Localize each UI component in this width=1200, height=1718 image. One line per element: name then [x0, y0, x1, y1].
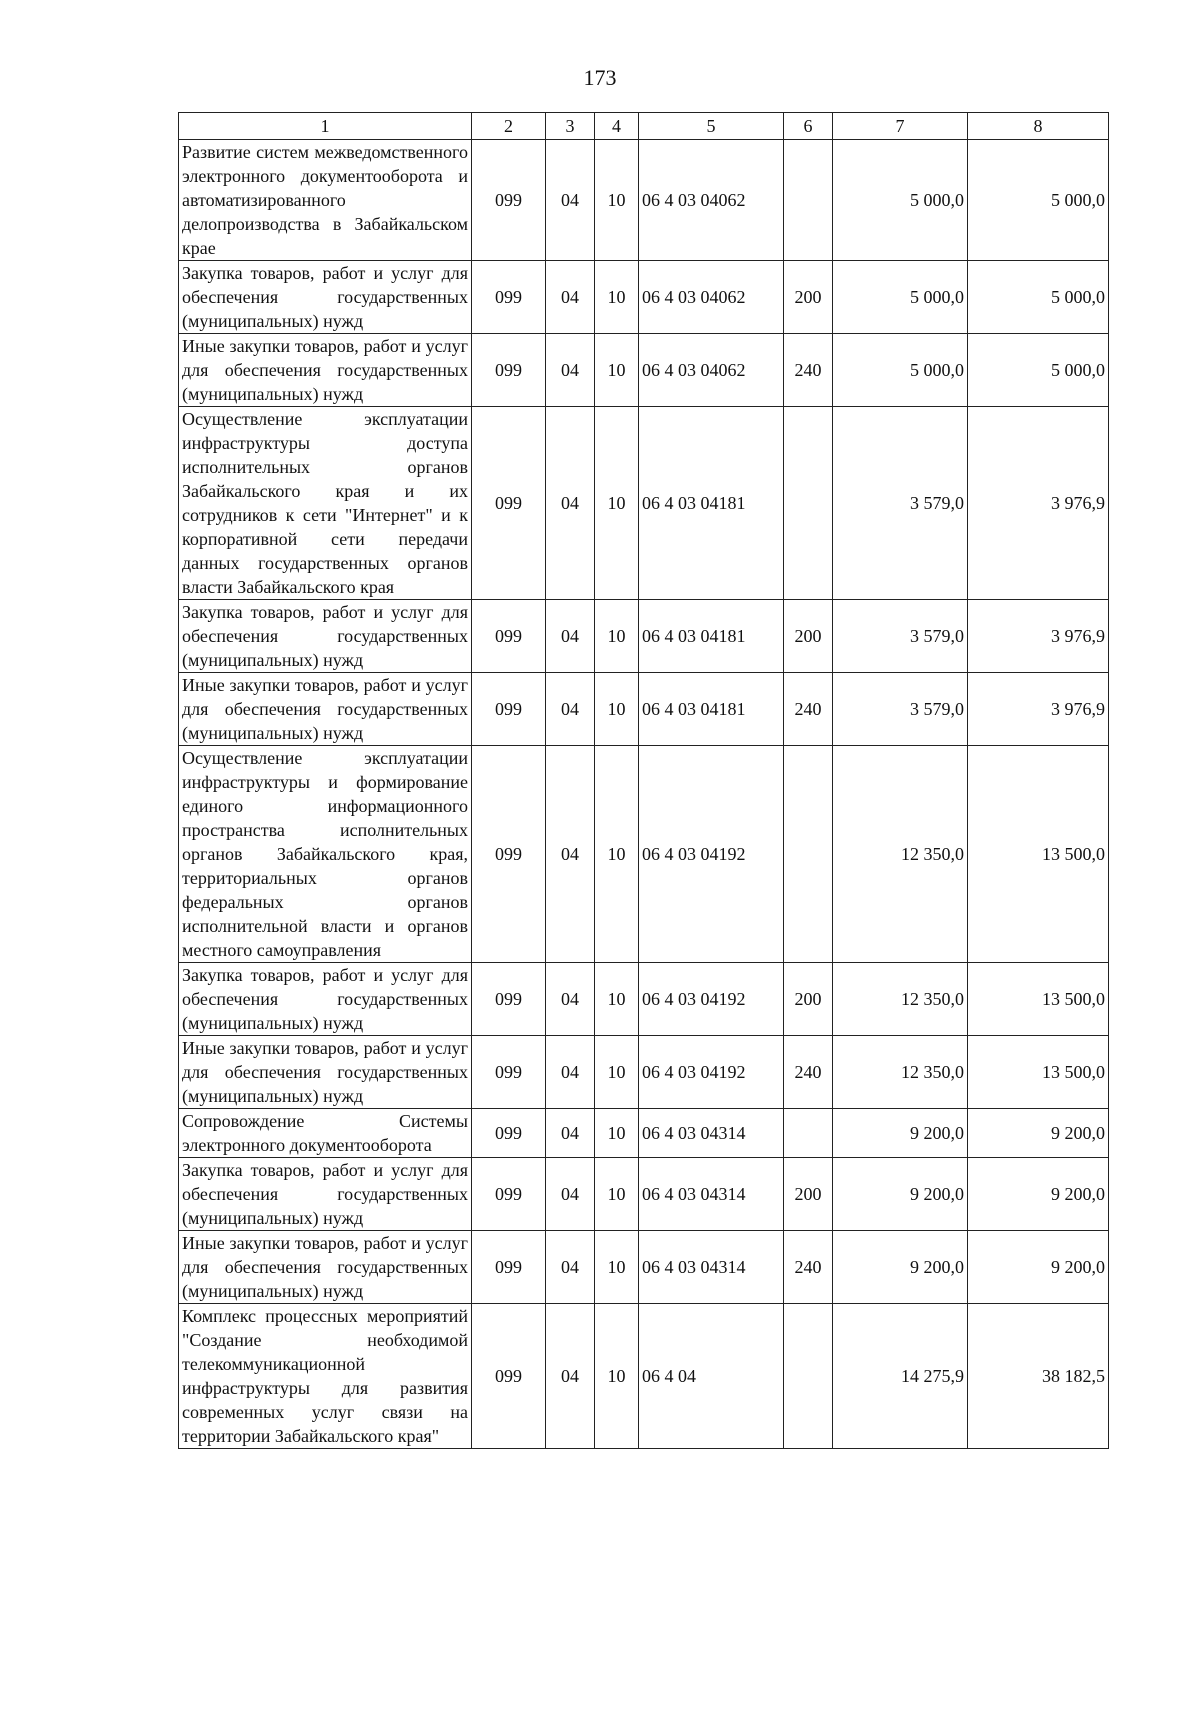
cell-col-7: 9 200,0	[833, 1158, 968, 1231]
row-name: Иные закупки товаров, работ и услуг для обеспечения государственных (муниципальных) нужд	[179, 1036, 472, 1109]
cell-col-7: 12 350,0	[833, 746, 968, 963]
table-row	[179, 1036, 1109, 1109]
cell-col-4: 10	[595, 407, 639, 600]
cell-col-4: 10	[595, 600, 639, 673]
budget-table	[178, 112, 1109, 1449]
cell-col-3: 04	[546, 1158, 595, 1231]
cell-col-4: 10	[595, 261, 639, 334]
cell-col-2: 099	[472, 1158, 546, 1231]
cell-col-6	[784, 746, 833, 963]
col-header-5: 5	[639, 113, 784, 140]
table-row	[179, 963, 1109, 1036]
row-name: Развитие систем межведомственного электронного документооборота и автоматизированного делопроизводства в Забайкальском крае	[179, 140, 472, 261]
cell-col-4: 10	[595, 673, 639, 746]
cell-col-7: 14 275,9	[833, 1304, 968, 1449]
cell-col-8: 9 200,0	[968, 1231, 1109, 1304]
cell-col-8: 13 500,0	[968, 1036, 1109, 1109]
cell-col-7: 9 200,0	[833, 1109, 968, 1158]
cell-col-2: 099	[472, 600, 546, 673]
table-row	[179, 600, 1109, 673]
cell-col-7: 3 579,0	[833, 673, 968, 746]
cell-col-8: 5 000,0	[968, 334, 1109, 407]
cell-col-5: 06 4 03 04062	[639, 261, 784, 334]
table-row	[179, 140, 1109, 261]
table-row	[179, 746, 1109, 963]
cell-col-3: 04	[546, 1231, 595, 1304]
cell-col-6: 240	[784, 673, 833, 746]
cell-col-7: 5 000,0	[833, 334, 968, 407]
cell-col-5: 06 4 03 04062	[639, 140, 784, 261]
cell-col-8: 9 200,0	[968, 1158, 1109, 1231]
table-row	[179, 407, 1109, 600]
cell-col-4: 10	[595, 963, 639, 1036]
cell-col-7: 3 579,0	[833, 600, 968, 673]
cell-col-6: 200	[784, 600, 833, 673]
cell-col-7: 5 000,0	[833, 261, 968, 334]
cell-col-2: 099	[472, 1036, 546, 1109]
cell-col-3: 04	[546, 140, 595, 261]
cell-col-6: 240	[784, 1036, 833, 1109]
cell-col-7: 3 579,0	[833, 407, 968, 600]
table-row	[179, 261, 1109, 334]
cell-col-8: 3 976,9	[968, 600, 1109, 673]
cell-col-6: 240	[784, 1231, 833, 1304]
cell-col-3: 04	[546, 746, 595, 963]
cell-col-3: 04	[546, 600, 595, 673]
cell-col-2: 099	[472, 746, 546, 963]
cell-col-4: 10	[595, 1231, 639, 1304]
table-body	[179, 140, 1109, 1449]
cell-col-6: 200	[784, 261, 833, 334]
cell-col-5: 06 4 03 04314	[639, 1109, 784, 1158]
cell-col-2: 099	[472, 1304, 546, 1449]
cell-col-5: 06 4 03 04314	[639, 1158, 784, 1231]
cell-col-5: 06 4 03 04314	[639, 1231, 784, 1304]
cell-col-6: 200	[784, 1158, 833, 1231]
row-name: Закупка товаров, работ и услуг для обеспечения государственных (муниципальных) нужд	[179, 600, 472, 673]
cell-col-5: 06 4 03 04181	[639, 673, 784, 746]
cell-col-6	[784, 140, 833, 261]
cell-col-7: 9 200,0	[833, 1231, 968, 1304]
col-header-1: 1	[179, 113, 472, 140]
cell-col-4: 10	[595, 1036, 639, 1109]
header-row	[179, 113, 1109, 140]
cell-col-3: 04	[546, 261, 595, 334]
cell-col-8: 3 976,9	[968, 407, 1109, 600]
cell-col-3: 04	[546, 673, 595, 746]
cell-col-8: 9 200,0	[968, 1109, 1109, 1158]
cell-col-3: 04	[546, 963, 595, 1036]
cell-col-2: 099	[472, 334, 546, 407]
table-row	[179, 1304, 1109, 1449]
cell-col-2: 099	[472, 1109, 546, 1158]
row-name: Иные закупки товаров, работ и услуг для обеспечения государственных (муниципальных) нужд	[179, 1231, 472, 1304]
col-header-4: 4	[595, 113, 639, 140]
cell-col-7: 5 000,0	[833, 140, 968, 261]
row-name: Закупка товаров, работ и услуг для обеспечения государственных (муниципальных) нужд	[179, 963, 472, 1036]
cell-col-5: 06 4 03 04062	[639, 334, 784, 407]
cell-col-8: 38 182,5	[968, 1304, 1109, 1449]
cell-col-3: 04	[546, 334, 595, 407]
cell-col-4: 10	[595, 140, 639, 261]
cell-col-5: 06 4 03 04192	[639, 963, 784, 1036]
row-name: Иные закупки товаров, работ и услуг для обеспечения государственных (муниципальных) нужд	[179, 673, 472, 746]
cell-col-6	[784, 1304, 833, 1449]
cell-col-8: 13 500,0	[968, 963, 1109, 1036]
table-row	[179, 1158, 1109, 1231]
cell-col-7: 12 350,0	[833, 1036, 968, 1109]
col-header-7: 7	[833, 113, 968, 140]
cell-col-8: 5 000,0	[968, 140, 1109, 261]
cell-col-6	[784, 407, 833, 600]
cell-col-4: 10	[595, 1109, 639, 1158]
row-name: Закупка товаров, работ и услуг для обеспечения государственных (муниципальных) нужд	[179, 261, 472, 334]
page-number: 173	[583, 65, 617, 90]
col-header-8: 8	[968, 113, 1109, 140]
cell-col-5: 06 4 04	[639, 1304, 784, 1449]
cell-col-5: 06 4 03 04192	[639, 746, 784, 963]
cell-col-2: 099	[472, 140, 546, 261]
cell-col-4: 10	[595, 746, 639, 963]
table-row	[179, 1231, 1109, 1304]
cell-col-7: 12 350,0	[833, 963, 968, 1036]
cell-col-8: 5 000,0	[968, 261, 1109, 334]
cell-col-5: 06 4 03 04192	[639, 1036, 784, 1109]
cell-col-4: 10	[595, 334, 639, 407]
col-header-2: 2	[472, 113, 546, 140]
cell-col-8: 13 500,0	[968, 746, 1109, 963]
cell-col-3: 04	[546, 1109, 595, 1158]
row-name: Закупка товаров, работ и услуг для обеспечения государственных (муниципальных) нужд	[179, 1158, 472, 1231]
cell-col-5: 06 4 03 04181	[639, 600, 784, 673]
table-row	[179, 673, 1109, 746]
cell-col-5: 06 4 03 04181	[639, 407, 784, 600]
cell-col-2: 099	[472, 261, 546, 334]
cell-col-2: 099	[472, 673, 546, 746]
cell-col-3: 04	[546, 407, 595, 600]
cell-col-2: 099	[472, 407, 546, 600]
row-name: Комплекс процессных мероприятий "Создание необходимой телекоммуникационной инфраструктуры для развития современных услуг связи на территории Забайкальского края"	[179, 1304, 472, 1449]
row-name: Иные закупки товаров, работ и услуг для обеспечения государственных (муниципальных) нужд	[179, 334, 472, 407]
cell-col-3: 04	[546, 1304, 595, 1449]
col-header-6: 6	[784, 113, 833, 140]
cell-col-6: 240	[784, 334, 833, 407]
table-row	[179, 334, 1109, 407]
cell-col-6: 200	[784, 963, 833, 1036]
col-header-3: 3	[546, 113, 595, 140]
cell-col-2: 099	[472, 963, 546, 1036]
row-name: Осуществление эксплуатации инфраструктуры и формирование единого информационного пространства исполнительных органов Забайкальского края, территориальных органов федеральных органов исполнительной власти и органов местного самоуправления	[179, 746, 472, 963]
row-name: Осуществление эксплуатации инфраструктуры доступа исполнительных органов Забайкальского края и их сотрудников к сети "Интернет" и к корпоративной сети передачи данных государственных органов власти Забайкальского края	[179, 407, 472, 600]
cell-col-2: 099	[472, 1231, 546, 1304]
cell-col-6	[784, 1109, 833, 1158]
row-name: Сопровождение Системы электронного документооборота	[179, 1109, 472, 1158]
cell-col-3: 04	[546, 1036, 595, 1109]
cell-col-4: 10	[595, 1158, 639, 1231]
cell-col-8: 3 976,9	[968, 673, 1109, 746]
table-row	[179, 1109, 1109, 1158]
cell-col-4: 10	[595, 1304, 639, 1449]
